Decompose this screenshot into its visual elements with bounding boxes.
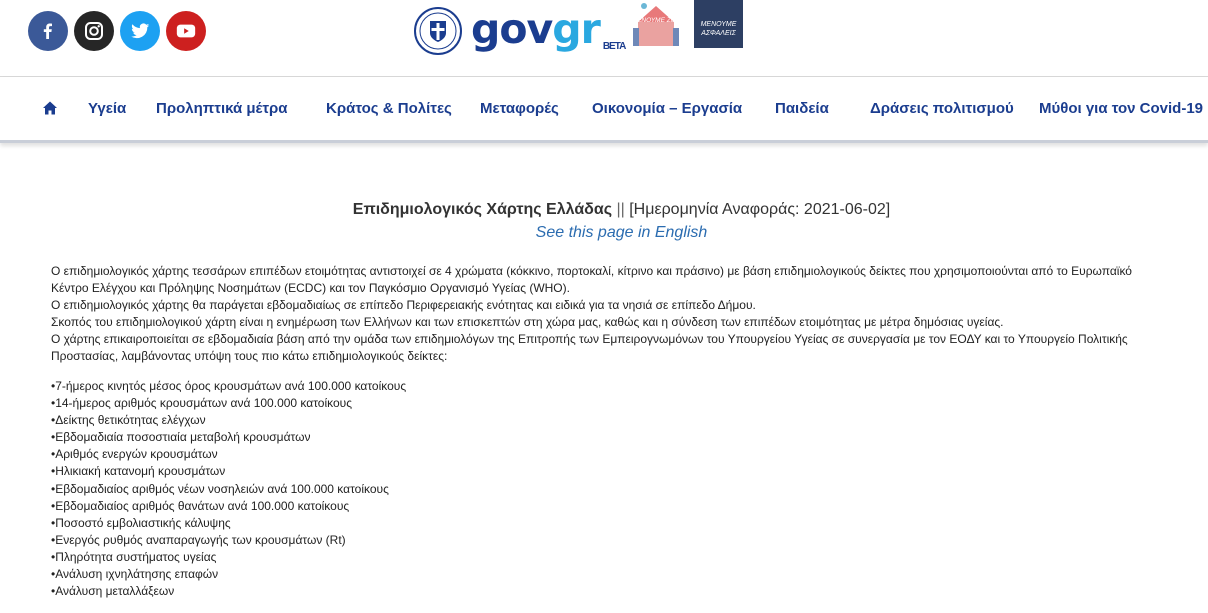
list-item: • Ηλικιακή κατανομή κρουσμάτων <box>51 463 851 480</box>
twitter-icon[interactable] <box>120 11 160 51</box>
site-header <box>0 0 1208 77</box>
facebook-icon[interactable] <box>28 11 68 51</box>
menoume-asfaleis-badge[interactable] <box>694 0 743 48</box>
nav-item-health[interactable]: Υγεία <box>88 100 127 117</box>
intro-paragraph: Σκοπός του επιδημιολογικού χάρτη είναι η ενημέρωση των Ελλήνων και των επισκεπτών στη χώρα μας, καθώς και η σύνδεση των επιπέδων ετοιμότητας με μέτρα δημόσιας υγείας. <box>51 315 1004 329</box>
nav-item-state-citizens[interactable]: Κράτος & Πολίτες <box>326 100 452 117</box>
menoume-zoi-badge[interactable] <box>630 0 682 48</box>
greek-coat-of-arms-icon <box>413 6 463 56</box>
intro-text <box>51 263 1161 365</box>
nav-item-prevention[interactable]: Προληπτικά μέτρα <box>156 100 288 117</box>
nav-item-covid-myths[interactable]: Μύθοι για τον Covid-19 <box>1039 100 1204 117</box>
list-item: • Ενεργός ρυθμός αναπαραγωγής των κρουσμάτων (Rt) <box>51 532 851 549</box>
instagram-icon[interactable] <box>74 11 114 51</box>
title-main: Επιδημιολογικός Χάρτης Ελλάδας <box>352 201 613 218</box>
list-item: • Ανάλυση μεταλλάξεων <box>51 583 851 600</box>
list-item: • Αριθμός ενεργών κρουσμάτων <box>51 446 851 463</box>
intro-paragraph: Ο επιδημιολογικός χάρτης τεσσάρων επιπέδων ετοιμότητας αντιστοιχεί σε 4 χρώματα (κόκκινο, πορτοκαλί, κίτρινο και πράσινο) με βάση επιδημιολογικούς δείκτες που χρησιμοποιούνται από το Ευρωπαϊκό Κέντρο Ελέγχου και Πρόληψης Νοσημάτων (ECDC) και τον Παγκόσμιο Οργανισμό Υγείας (WHO). <box>51 264 1132 295</box>
report-date: [Ημερομηνία Αναφοράς: 2021-06-02] <box>629 201 891 218</box>
intro-paragraph: Ο επιδημιολογικός χάρτης θα παράγεται εβδομαδιαίως σε επίπεδο Περιφερειακής ενότητας και ειδικά για τα νησιά σε επίπεδο Δήμου. <box>51 298 756 312</box>
nav-item-transport[interactable]: Μεταφορές <box>480 100 559 117</box>
badge-asfaleis-text: ΜΕΝΟΥΜΕ ΑΣΦΑΛΕΙΣ <box>700 21 737 37</box>
youtube-icon[interactable] <box>166 11 206 51</box>
list-item: • Εβδομαδιαία ποσοστιαία μεταβολή κρουσμάτων <box>51 429 851 446</box>
govgr-logo[interactable] <box>413 6 625 56</box>
title-separator: || <box>612 201 630 218</box>
logo-wordmark: govgr BETA <box>471 4 626 53</box>
list-item: • Εβδομαδιαίος αριθμός θανάτων ανά 100.000 κατοίκους <box>51 498 851 515</box>
list-item: • Ποσοστό εμβολιαστικής κάλυψης <box>51 515 851 532</box>
main-nav <box>0 77 1208 143</box>
social-links <box>28 11 206 51</box>
list-item: • 14-ήμερος αριθμός κρουσμάτων ανά 100.000 κατοίκους <box>51 395 851 412</box>
page-title <box>0 201 1208 219</box>
list-item: • Ανάλυση ιχνηλάτησης επαφών <box>51 566 851 583</box>
list-item: • Πληρότητα συστήματος υγείας <box>51 549 851 566</box>
list-item: • Δείκτης θετικότητας ελέγχων <box>51 412 851 429</box>
beta-label: BETA <box>602 40 626 52</box>
nav-item-education[interactable]: Παιδεία <box>775 100 829 117</box>
indicators-list <box>51 378 851 600</box>
nav-item-culture[interactable]: Δράσεις πολιτισμού <box>870 100 1014 117</box>
nav-item-economy-work[interactable]: Οικονομία – Εργασία <box>592 100 743 117</box>
home-icon[interactable] <box>42 100 58 116</box>
badge-zoi-text: ΜΕΝΟΥΜΕ ΖΩΗ <box>631 17 681 24</box>
english-version-link[interactable]: See this page in English <box>535 224 708 241</box>
list-item: • 7-ήμερος κινητός μέσος όρος κρουσμάτων ανά 100.000 κατοίκους <box>51 378 851 395</box>
intro-paragraph: Ο χάρτης επικαιροποιείται σε εβδομαδιαία βάση από την ομάδα των επιδημιολόγων της Επιτροπής των Εμπειρογνωμόνων του Υπουργείου Υγείας σε συνεργασία με τον ΕΟΔΥ και το Υπουργείο Πολιτικής Προστασίας, λαμβάνοντας υπόψη τους πιο κάτω επιδημιολογικούς δείκτες: <box>51 332 1128 363</box>
list-item: • Εβδομαδιαίος αριθμός νέων νοσηλειών ανά 100.000 κατοίκους <box>51 481 851 498</box>
